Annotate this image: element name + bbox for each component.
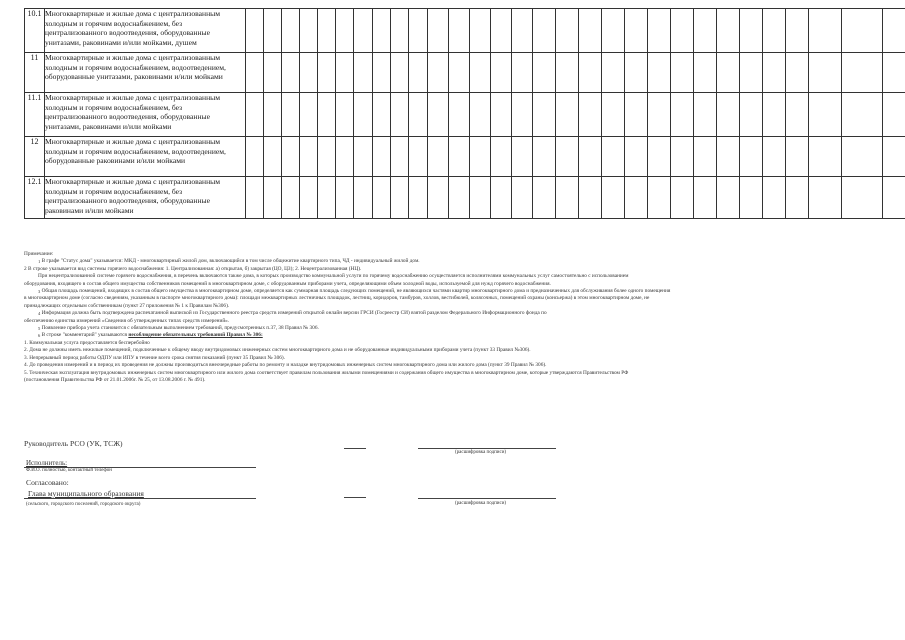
- table-cell: [282, 9, 300, 53]
- table-cell: [763, 9, 786, 53]
- table-cell: [648, 177, 671, 219]
- table-cell: [648, 53, 671, 93]
- description-line: централизованного водоотведения, оборудованные: [45, 28, 210, 38]
- table-cell: [470, 177, 491, 219]
- note-4-line-b: обеспечению единства измерений «Сведения об утвержденных типах средств измерений».: [24, 317, 230, 324]
- table-row: [25, 53, 905, 93]
- table-cell: [246, 53, 264, 93]
- decode-caption-2: (расшифровка подписи): [455, 501, 507, 506]
- table-cell: [264, 137, 282, 177]
- table-cell: [300, 9, 318, 53]
- note-3-line-b: в многоквартирном доме (согласно сведениям, указанным в паспорте многоквартирного дома): площади межквартирных лестничных площадок, лестниц, коридоров, тамбуров, холлов, вестибюлей, колясочных, помещений охраны (консьержа) в этом многоквартирном доме, не: [24, 295, 650, 302]
- table-cell: [556, 93, 579, 137]
- row-description: [45, 53, 246, 93]
- table-cell: [648, 137, 671, 177]
- table-cell: [717, 9, 740, 53]
- table-cell: [373, 93, 391, 137]
- description-line: Многоквартирные и жилые дома с централизованным: [45, 53, 221, 62]
- table-cell: [373, 177, 391, 219]
- table-cell: [428, 53, 449, 93]
- row-number: 12: [25, 137, 45, 177]
- table-cell: [512, 9, 533, 53]
- note-2-line-b: оборудования, входящего в состав общего имущества собственников помещений в многоквартирном доме, с оборудованным приборами учета, определяющими объем холодной воды, используемой для нужд горячего водоснабжения.: [24, 280, 551, 287]
- table-cell: [354, 53, 373, 93]
- table-cell: [602, 177, 625, 219]
- table-cell: [373, 53, 391, 93]
- description-line: Многоквартирные и жилые дома с централизованным: [45, 137, 221, 146]
- municipal-head-label: Глава муниципального образования: [28, 489, 144, 498]
- table-cell: [246, 9, 264, 53]
- table-cell: [671, 177, 694, 219]
- decode-line: [418, 448, 556, 449]
- table-cell: [556, 177, 579, 219]
- table-cell: [318, 9, 336, 53]
- table-cell: [809, 137, 842, 177]
- table-cell: [786, 93, 809, 137]
- table-cell: [449, 9, 470, 53]
- row-number: 11.1: [25, 93, 45, 137]
- table-cell: [409, 9, 428, 53]
- table-cell: [264, 177, 282, 219]
- table-cell: [842, 177, 883, 219]
- table-row: [25, 93, 905, 137]
- table-cell: [694, 53, 717, 93]
- table-cell: [428, 9, 449, 53]
- table-cell: [533, 137, 556, 177]
- note-3-line-c: принадлежащих отдельным собственникам (пункт 27 приложения № 1 к Правилам №306).: [24, 302, 230, 309]
- table-cell: [763, 93, 786, 137]
- table-cell: [300, 177, 318, 219]
- requirement-5-line-b: (постановления Правительства РФ от 21.01.2006г. № 25, от 13.08.2006 г. № 491).: [24, 376, 206, 383]
- note-2: 2 В строке указывается вид системы горячего водоснабжения: 1. Централизованная: а) открытая, б) закрытая (ЦО, ЦЗ); 2. Нецентрализованная (НЦ).: [24, 265, 362, 272]
- table-row: [25, 9, 905, 53]
- table-cell: [533, 53, 556, 93]
- table-cell: [300, 137, 318, 177]
- description-line: холодным и горячим водоснабжением, без: [45, 186, 183, 196]
- requirement-4: 4. До проведения измерений и в период их проведения не должны производиться внеочередные работы по ремонту и наладке внутридомовых инженерных систем многоквартирного дома или жилого дома (пункт 39 Правил № 306).: [24, 362, 547, 369]
- table-cell: [786, 137, 809, 177]
- requirement-2: 2. Дома не должны иметь нежилые помещений, подключенные к общему вводу внутридомовых инженерных систем многоквартирного дома и не оборудованные индивидуальными приборами учета (пункт 33 Правил №306).: [24, 347, 531, 354]
- note-2-line-a: При нецентрализованной системе горячего водоснабжения, в перечень включаются также дома, в которых производство коммунальной услуги по горячему водоснабжению осуществляется исполнителями коммунальных услуг самостоятельно с использованием: [38, 273, 629, 280]
- notes-section: [24, 251, 884, 384]
- table-cell: [579, 177, 602, 219]
- signature-line: [344, 448, 366, 449]
- table-cell: [282, 137, 300, 177]
- table-cell: [717, 93, 740, 137]
- table-cell: [428, 93, 449, 137]
- description-line: Многоквартирные и жилые дома с централизованным: [45, 177, 221, 186]
- table-cell: [602, 9, 625, 53]
- description-line: Многоквартирные и жилые дома с централизованным: [45, 93, 221, 102]
- table-cell: [300, 93, 318, 137]
- table-cell: [409, 93, 428, 137]
- table-cell: [533, 177, 556, 219]
- table-cell: [512, 177, 533, 219]
- table-cell: [740, 9, 763, 53]
- note-1: $^1$ В графе "Статус дома" указывается: МКД - многоквартирный жилой дом, включающийся в том числе общежитие квартирного типа, ЧД - индивидуальный жилой дом.: [38, 258, 420, 265]
- table-cell: [449, 53, 470, 93]
- table-cell: [579, 137, 602, 177]
- table-cell: [491, 177, 512, 219]
- table-cell: [694, 137, 717, 177]
- note-3-line-a: $^3$ Общая площадь помещений, входящих в состав общего имущества в многоквартирном доме, определяется как суммарная площадь следующих помещений, не являющихся частями квартир многоквартирного дома и предназначенных для обслуживания более одного помещения: [38, 288, 671, 295]
- table-cell: [470, 93, 491, 137]
- table-cell: [470, 53, 491, 93]
- description-line: централизованного водоотведения, оборудованные: [45, 196, 210, 206]
- requirement-1: 1. Коммунальная услуга предоставляется бесперебойно: [24, 339, 150, 346]
- table-cell: [579, 9, 602, 53]
- table-cell: [470, 137, 491, 177]
- table-cell: [740, 93, 763, 137]
- notes-title: Примечание:: [24, 251, 54, 257]
- note-4-line-a: $^4$ Информация должна быть подтверждена распечатанной выпиской из Государственного реестра средств измерений открытой онлайн версии ГРСИ (Госреестр СИ) взятой разделом Федерального Информационного фонда по: [38, 310, 547, 317]
- table-cell: [763, 177, 786, 219]
- table-cell: [842, 9, 883, 53]
- table-cell: [300, 53, 318, 93]
- decode-caption: (расшифровка подписи): [455, 450, 507, 455]
- table-cell: [354, 137, 373, 177]
- note-5: $^5$ Появление прибора учета становится с обязательным выполнением требований, предусмотренных п.37, 38 Правил № 306.: [38, 325, 319, 332]
- row-description: [45, 9, 246, 53]
- table-cell: [491, 137, 512, 177]
- table-cell: [842, 53, 883, 93]
- description-line: оборудованные раковинами и/или мойками: [45, 156, 186, 166]
- description-line: централизованного водоотведения, оборудованные: [45, 112, 210, 122]
- table-cell: [373, 9, 391, 53]
- table-cell: [336, 53, 354, 93]
- table-row: [25, 177, 905, 219]
- table-cell: [491, 53, 512, 93]
- row-description: [45, 93, 246, 137]
- table-cell: [625, 177, 648, 219]
- table-cell: [491, 93, 512, 137]
- table-cell: [318, 93, 336, 137]
- table-cell: [809, 9, 842, 53]
- description-line: холодным и горячим водоснабжением, без: [45, 18, 183, 28]
- row-description: [45, 137, 246, 177]
- table-cell: [428, 177, 449, 219]
- table-cell: [282, 93, 300, 137]
- agreed-label: Согласовано:: [26, 478, 69, 487]
- table-cell: [246, 93, 264, 137]
- table-cell: [809, 93, 842, 137]
- table-cell: [648, 9, 671, 53]
- table-cell: [556, 9, 579, 53]
- head-signature-label: Руководитель РСО (УК, ТСЖ): [24, 439, 123, 448]
- table-cell: [602, 137, 625, 177]
- row-number: 11: [25, 53, 45, 93]
- table-cell: [763, 137, 786, 177]
- municipal-caption: (сельского, городского поселений, городского округа): [26, 502, 141, 507]
- table-cell: [336, 9, 354, 53]
- signature-line-2: [344, 497, 366, 498]
- row-number: 12.1: [25, 177, 45, 219]
- table-cell: [740, 137, 763, 177]
- table-cell: [740, 177, 763, 219]
- row-description: [45, 177, 246, 219]
- table-cell: [318, 177, 336, 219]
- table-cell: [883, 93, 905, 137]
- table-cell: [354, 177, 373, 219]
- table-cell: [694, 177, 717, 219]
- table-cell: [409, 177, 428, 219]
- description-line: Многоквартирные и жилые дома с централизованным: [45, 9, 221, 18]
- table-cell: [671, 53, 694, 93]
- table-cell: [246, 137, 264, 177]
- table-cell: [883, 137, 905, 177]
- description-line: раковинами и/или мойками: [45, 205, 134, 215]
- table-cell: [491, 9, 512, 53]
- description-line: унитазами, раковинами и/или мойками, душем: [45, 37, 197, 47]
- table-cell: [409, 53, 428, 93]
- table-cell: [809, 177, 842, 219]
- table-cell: [786, 177, 809, 219]
- table-cell: [786, 53, 809, 93]
- standards-table: [24, 8, 905, 219]
- table-cell: [512, 53, 533, 93]
- table-cell: [449, 93, 470, 137]
- table-row: [25, 137, 905, 177]
- row-number: 10.1: [25, 9, 45, 53]
- table-cell: [625, 93, 648, 137]
- table-cell: [694, 9, 717, 53]
- table-cell: [842, 93, 883, 137]
- table-cell: [391, 53, 409, 93]
- table-cell: [470, 9, 491, 53]
- table-cell: [883, 9, 905, 53]
- table-cell: [512, 137, 533, 177]
- table-cell: [512, 93, 533, 137]
- table-cell: [883, 177, 905, 219]
- description-line: оборудованные унитазами, раковинами и/или мойками: [45, 72, 223, 82]
- municipal-line: [24, 498, 256, 499]
- description-line: унитазами, раковинами и/или мойками: [45, 121, 172, 131]
- executor-caption: Ф.И.О. полностью, контактный телефон: [26, 468, 112, 473]
- table-cell: [391, 93, 409, 137]
- table-cell: [391, 137, 409, 177]
- table-cell: [336, 93, 354, 137]
- table-cell: [625, 137, 648, 177]
- table-cell: [336, 137, 354, 177]
- table-cell: [428, 137, 449, 177]
- table-cell: [717, 53, 740, 93]
- executor-label: Исполнитель:: [26, 459, 68, 467]
- table-cell: [391, 9, 409, 53]
- table-cell: [717, 177, 740, 219]
- table-cell: [264, 9, 282, 53]
- description-line: холодным и горячим водоснабжением, водоотведением,: [45, 146, 226, 156]
- table-cell: [786, 9, 809, 53]
- table-cell: [671, 93, 694, 137]
- requirement-3: 3. Непрерывный период работы ОДПУ или ИПУ в течение всего срока снятия показаний (пункт 35 Правил № 306).: [24, 354, 285, 361]
- table-cell: [264, 53, 282, 93]
- table-cell: [883, 53, 905, 93]
- table-cell: [579, 93, 602, 137]
- table-cell: [354, 93, 373, 137]
- table-cell: [842, 137, 883, 177]
- table-cell: [282, 177, 300, 219]
- description-line: холодным и горячим водоснабжением, водоотведением,: [45, 62, 226, 72]
- table-cell: [373, 137, 391, 177]
- table-cell: [336, 177, 354, 219]
- table-cell: [449, 177, 470, 219]
- table-cell: [648, 93, 671, 137]
- table-cell: [602, 53, 625, 93]
- table-cell: [409, 137, 428, 177]
- table-cell: [391, 177, 409, 219]
- table-cell: [282, 53, 300, 93]
- table-cell: [556, 53, 579, 93]
- table-cell: [579, 53, 602, 93]
- table-cell: [533, 93, 556, 137]
- table-cell: [809, 53, 842, 93]
- table-cell: [318, 53, 336, 93]
- requirement-5-line-a: 5. Техническая эксплуатация внутридомовых инженерных систем многоквартирного или жилого дома соответствует правилам пользования жилыми помещениями и содержания общего имущества в многоквартирном доме, которые утверждаются Правительством РФ: [24, 369, 629, 376]
- table-cell: [740, 53, 763, 93]
- table-cell: [625, 9, 648, 53]
- table-cell: [533, 9, 556, 53]
- table-cell: [602, 93, 625, 137]
- table-cell: [694, 93, 717, 137]
- table-cell: [625, 53, 648, 93]
- table-cell: [671, 137, 694, 177]
- table-cell: [717, 137, 740, 177]
- table-cell: [318, 137, 336, 177]
- table-cell: [556, 137, 579, 177]
- table-cell: [449, 137, 470, 177]
- table-cell: [763, 53, 786, 93]
- table-cell: [264, 93, 282, 137]
- description-line: холодным и горячим водоснабжением, без: [45, 102, 183, 112]
- table-cell: [354, 9, 373, 53]
- table-cell: [246, 177, 264, 219]
- table-cell: [671, 9, 694, 53]
- note-6: $^6$ В строке "комментарий" указываются несоблюдение обязательных требований Правил № 306:: [38, 332, 263, 339]
- decode-line-2: [418, 498, 556, 499]
